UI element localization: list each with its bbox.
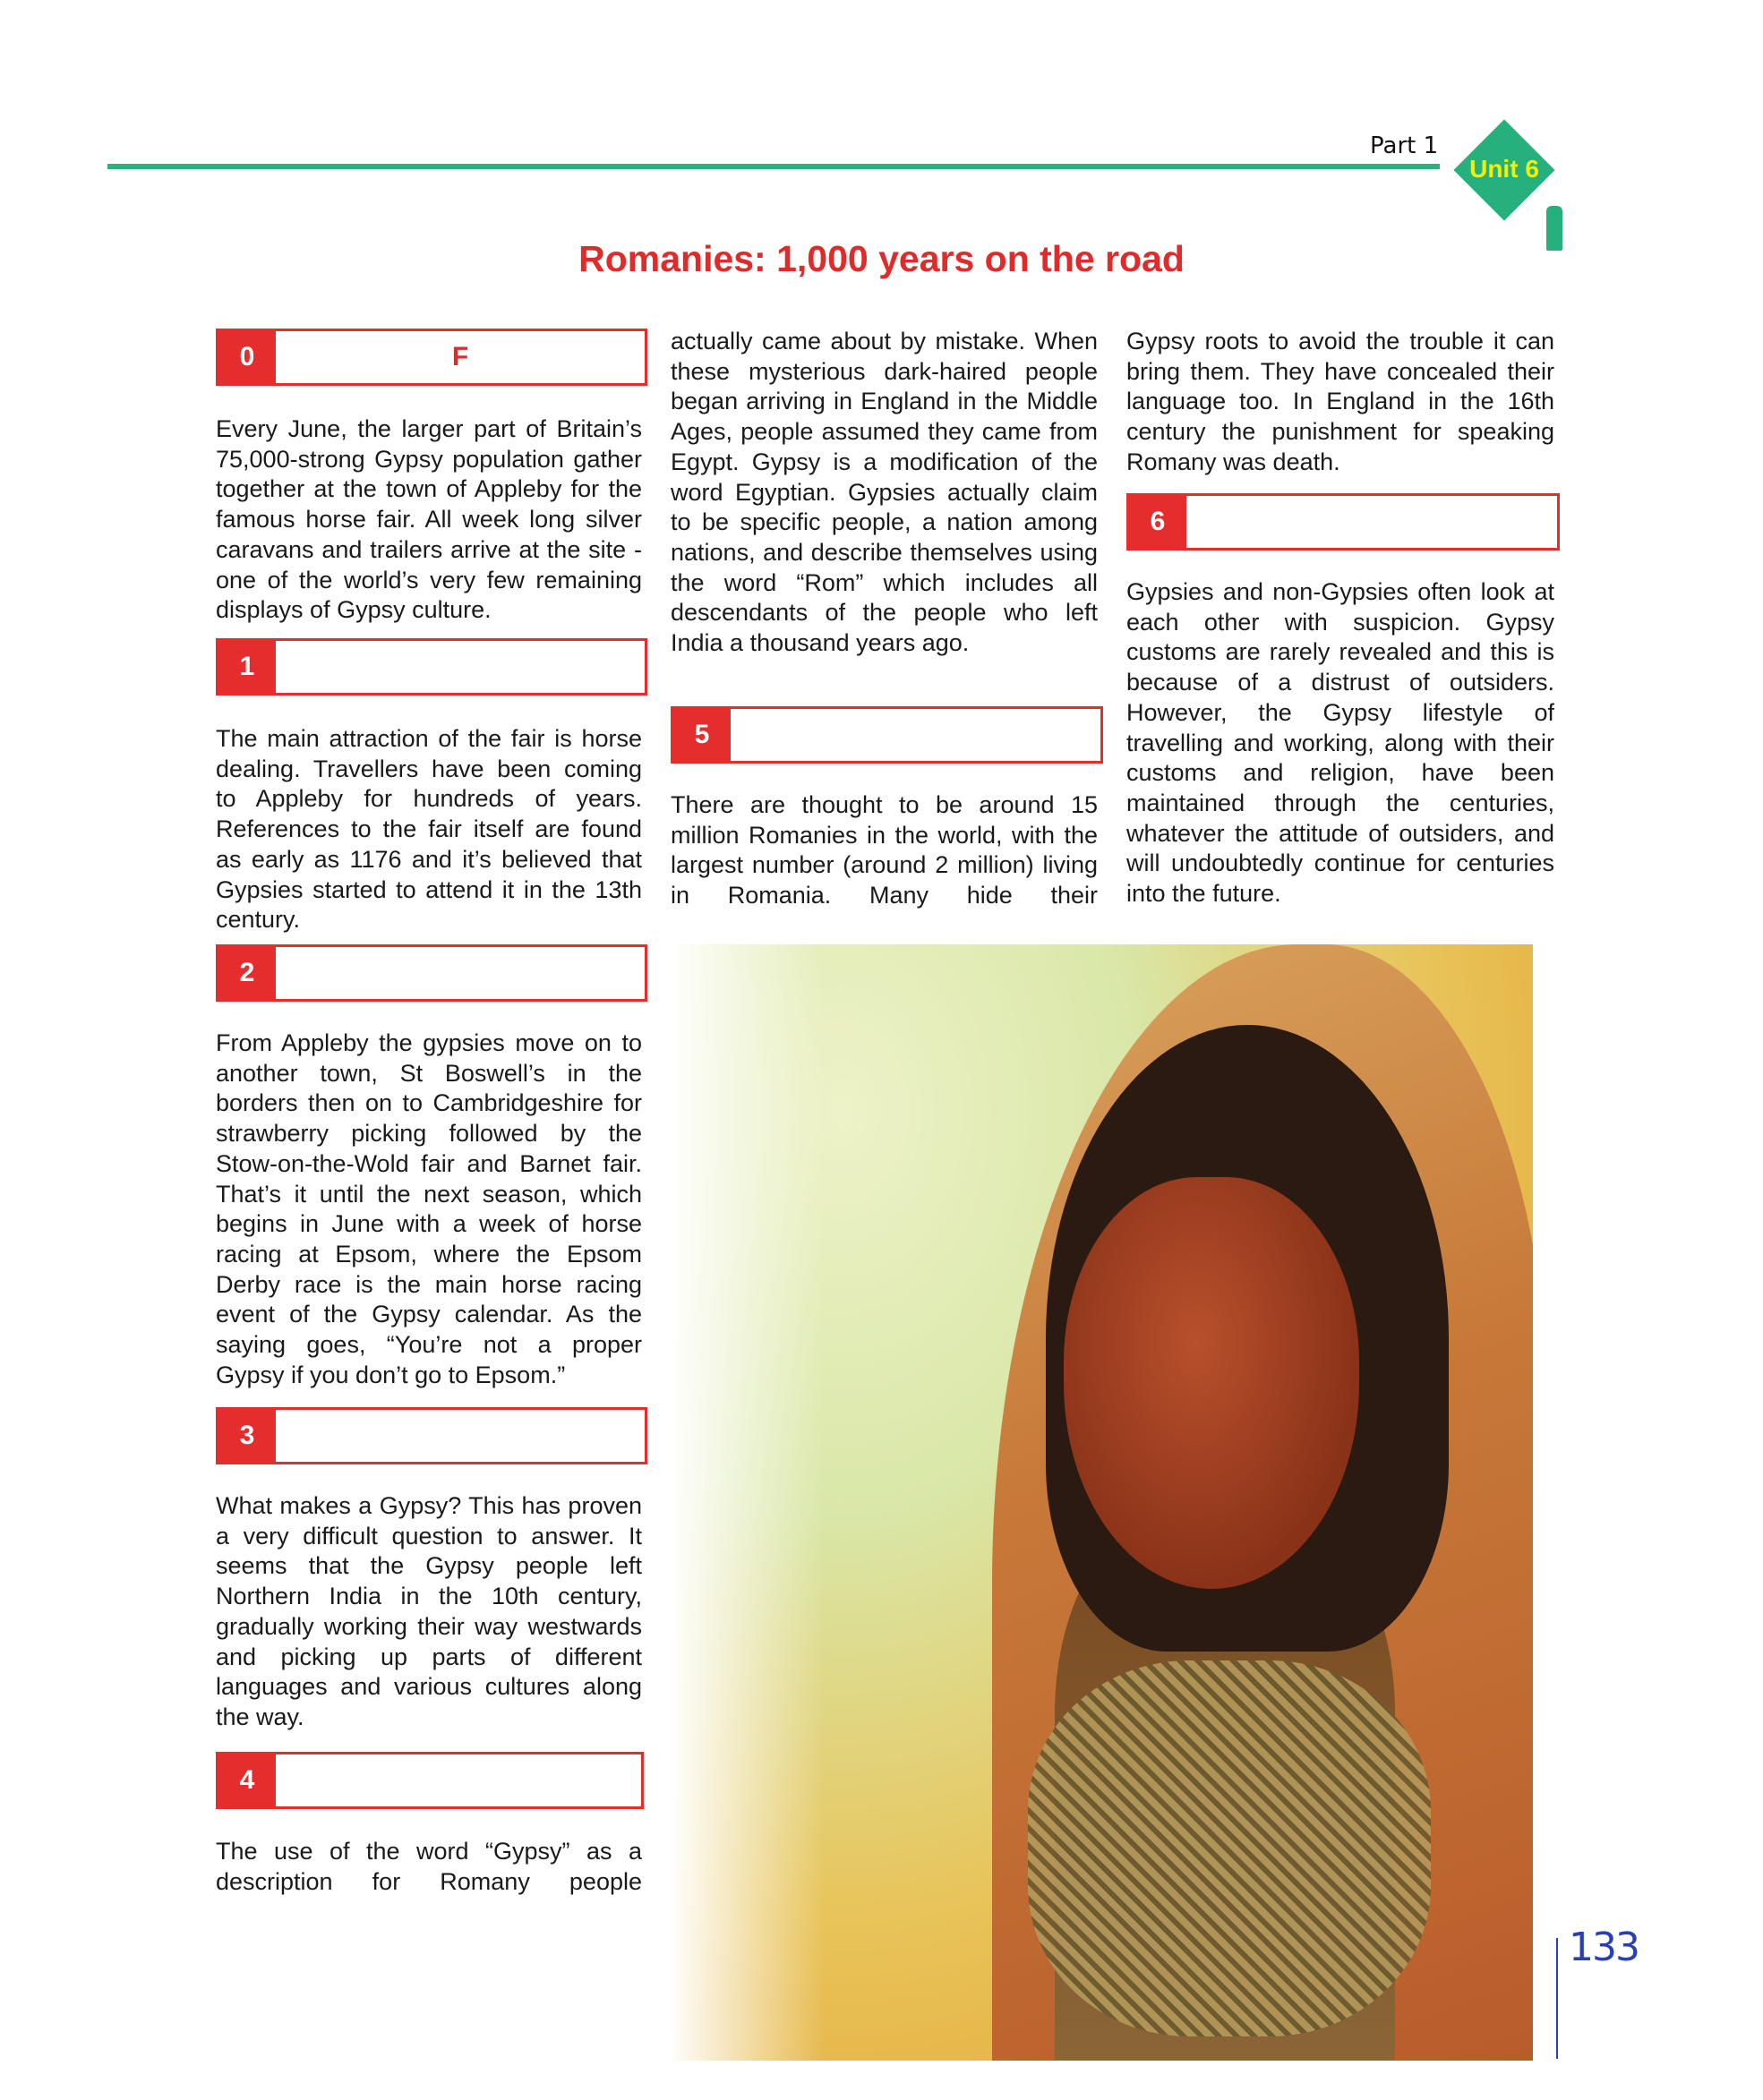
heading-answer [731, 709, 1100, 761]
header-rule [107, 164, 1440, 169]
heading-answer [1186, 496, 1557, 548]
page-number-rule [1556, 1938, 1558, 2059]
heading-answer: F [451, 342, 469, 371]
part-label: Part 1 [1370, 132, 1439, 159]
heading-number: 1 [218, 641, 276, 693]
paragraph-1: The main attraction of the fair is horse dealing. Travellers have been coming to Appleby for hundreds of years. References to the fair itself are found as early as 1176 and it’s believed that Gypsies started to attend it in the 13th century. [216, 725, 642, 934]
paragraph-3: What makes a Gypsy? This has proven a very difficult question to answer. It seems that the Gypsy people left Northern India in the 10th century, gradually working their way westwards and picking up parts of different languages and various cultures along the way. [216, 1492, 642, 1730]
paragraph-2: From Appleby the gypsies move on to another town, St Boswell’s in the borders then on to Cambridgeshire for strawberry picking followed by the Stow-on-the-Wold fair and Barnet fair. That’s it until the next season, which begins in June with a week of horse racing at Epsom, where the Epsom Derby race is the main horse racing event of the Gypsy calendar. As the saying goes, “You’re not a proper Gypsy if you don’t go to Epsom.” [216, 1029, 642, 1388]
photo-face [1064, 1177, 1359, 1589]
heading-box-4[interactable] [216, 1752, 644, 1809]
paragraph-5-continued: Gypsy roots to avoid the trouble it can bring them. They have concealed their language too. In England in the 16th century the punishment for speaking Romany was death. [1126, 328, 1554, 475]
heading-number: 0 [218, 331, 276, 383]
heading-box-0[interactable] [216, 329, 647, 386]
paragraph-5: There are thought to be around 15 million Romanies in the world, with the largest number (around 2 million) living in Romania. Many hide their [671, 791, 1098, 909]
heading-number: 4 [218, 1754, 276, 1806]
heading-box-5[interactable] [671, 706, 1103, 764]
unit-label: Unit 6 [1469, 155, 1539, 183]
heading-box-6[interactable] [1126, 493, 1560, 551]
paragraph-4: The use of the word “Gypsy” as a description for Romany people [216, 1838, 642, 1895]
heading-number: 2 [218, 947, 276, 999]
heading-answer [276, 947, 645, 999]
unit-badge [1455, 121, 1553, 219]
heading-number: 3 [218, 1410, 276, 1462]
heading-number: 5 [673, 709, 731, 761]
page-number: 133 [1569, 1925, 1639, 1970]
romany-woman-photo [670, 944, 1533, 2061]
photo-jewellery [1028, 1660, 1431, 2036]
article-title: Romanies: 1,000 years on the road [578, 238, 1185, 279]
heading-box-2[interactable] [216, 944, 647, 1002]
heading-answer [276, 1754, 641, 1806]
heading-answer [276, 641, 645, 693]
heading-box-3[interactable] [216, 1407, 647, 1464]
paragraph-4-continued: actually came about by mistake. When these mysterious dark-haired people began arriving in England in the Middle Ages, people assumed they came from Egypt. Gypsy is a modification of the word Egyptian. Gypsies actually claim to be specific people, a nation among nations, and describe themselves using the word “Rom” which includes all descendants of the people who left India a thousand years ago. [671, 328, 1098, 657]
heading-box-1[interactable] [216, 638, 647, 696]
paragraph-6: Gypsies and non-Gypsies often look at each other with suspicion. Gypsy customs are rarely revealed and this is because of a distrust of outsiders. However, the Gypsy lifestyle of travelling and working, along with their customs and religion, have been maintained through the centuries, whatever the attitude of outsiders, and will undoubtedly continue for centuries into the future. [1126, 578, 1554, 908]
paragraph-0: Every June, the larger part of Britain’s 75,000-strong Gypsy population gather together at the town of Appleby for the famous horse fair. All week long silver caravans and trailers arrive at the site - one of the world’s very few remaining displays of Gypsy culture. [216, 415, 642, 624]
heading-answer [276, 1410, 645, 1462]
heading-number: 6 [1129, 496, 1186, 548]
